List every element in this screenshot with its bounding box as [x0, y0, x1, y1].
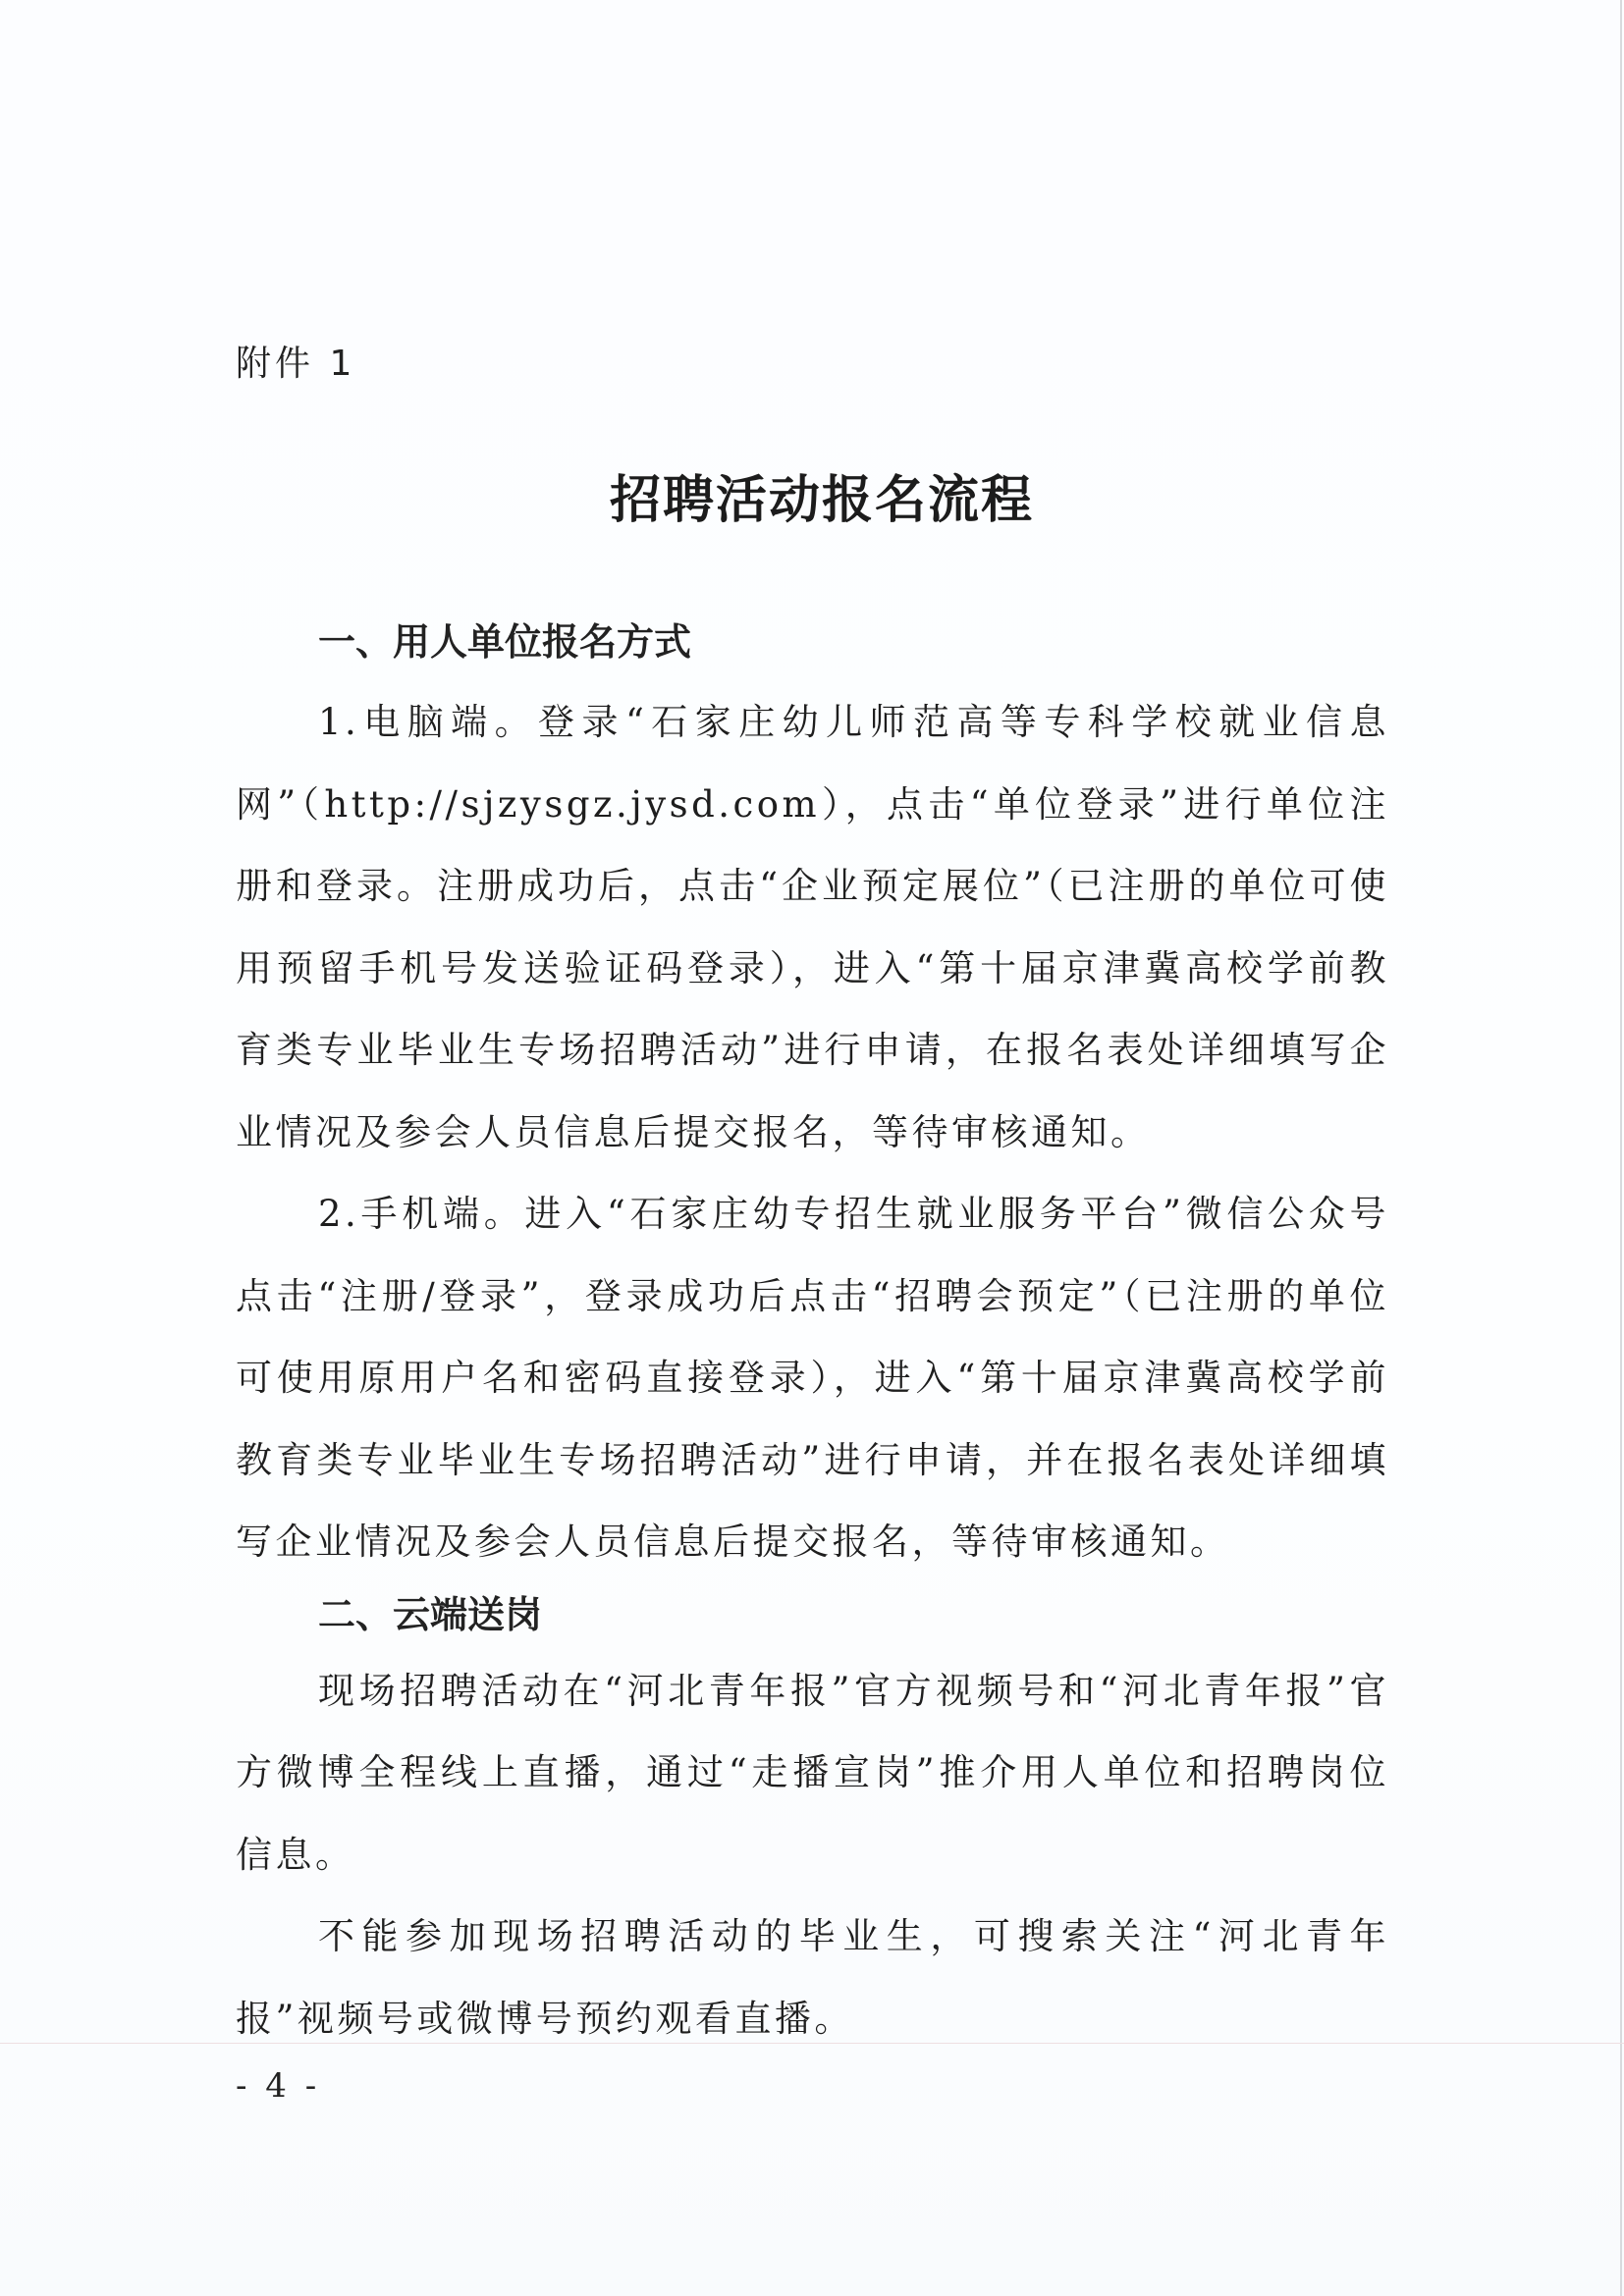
page-number: - 4 -	[236, 2066, 321, 2106]
paragraph-watch-live: 不能参加现场招聘活动的毕业生，可搜索关注“河北青年报”视频号或微博号预约观看直播。	[236, 1915, 1389, 2040]
annex-label: 附件 1	[236, 344, 356, 384]
section-cloud-posting	[236, 1589, 1389, 2060]
paragraph-mobile-registration: 2.手机端。进入“石家庄幼专招生就业服务平台”微信公众号点击“注册/登录”，登录成功后点击“招聘会预定”（已注册的单位可使用原用户名和密码直接登录），进入“第十届京津冀高校学前教育类专业毕业生专场招聘活动”进行申请，并在报名表处详细填写企业情况及参会人员信息后提交报名，等待审核通知。	[236, 1193, 1389, 1563]
document-title: 招聘活动报名流程	[609, 469, 1034, 530]
paragraph-live-broadcast: 现场招聘活动在“河北青年报”官方视频号和“河北青年报”官方微博全程线上直播，通过“走播宣岗”推介用人单位和招聘岗位信息。	[236, 1669, 1389, 1876]
section-heading: 二、云端送岗	[318, 1592, 543, 1636]
section-registration-methods	[236, 616, 1389, 1583]
section-heading: 一、用人单位报名方式	[318, 620, 692, 664]
footer-divider	[0, 2043, 1624, 2044]
page-edge	[1620, 0, 1622, 2296]
paragraph-pc-registration: 1.电脑端。登录“石家庄幼儿师范高等专科学校就业信息网”（http://sjzysgz.jysd.com），点击“单位登录”进行单位注册和登录。注册成功后，点击“企业预定展位”（已注册的单位可使用预留手机号发送验证码登录），进入“第十届京津冀高校学前教育类专业毕业生专场招聘活动”进行申请，在报名表处详细填写企业情况及参会人员信息后提交报名，等待审核通知。	[236, 701, 1389, 1153]
document-body	[236, 616, 1389, 2059]
